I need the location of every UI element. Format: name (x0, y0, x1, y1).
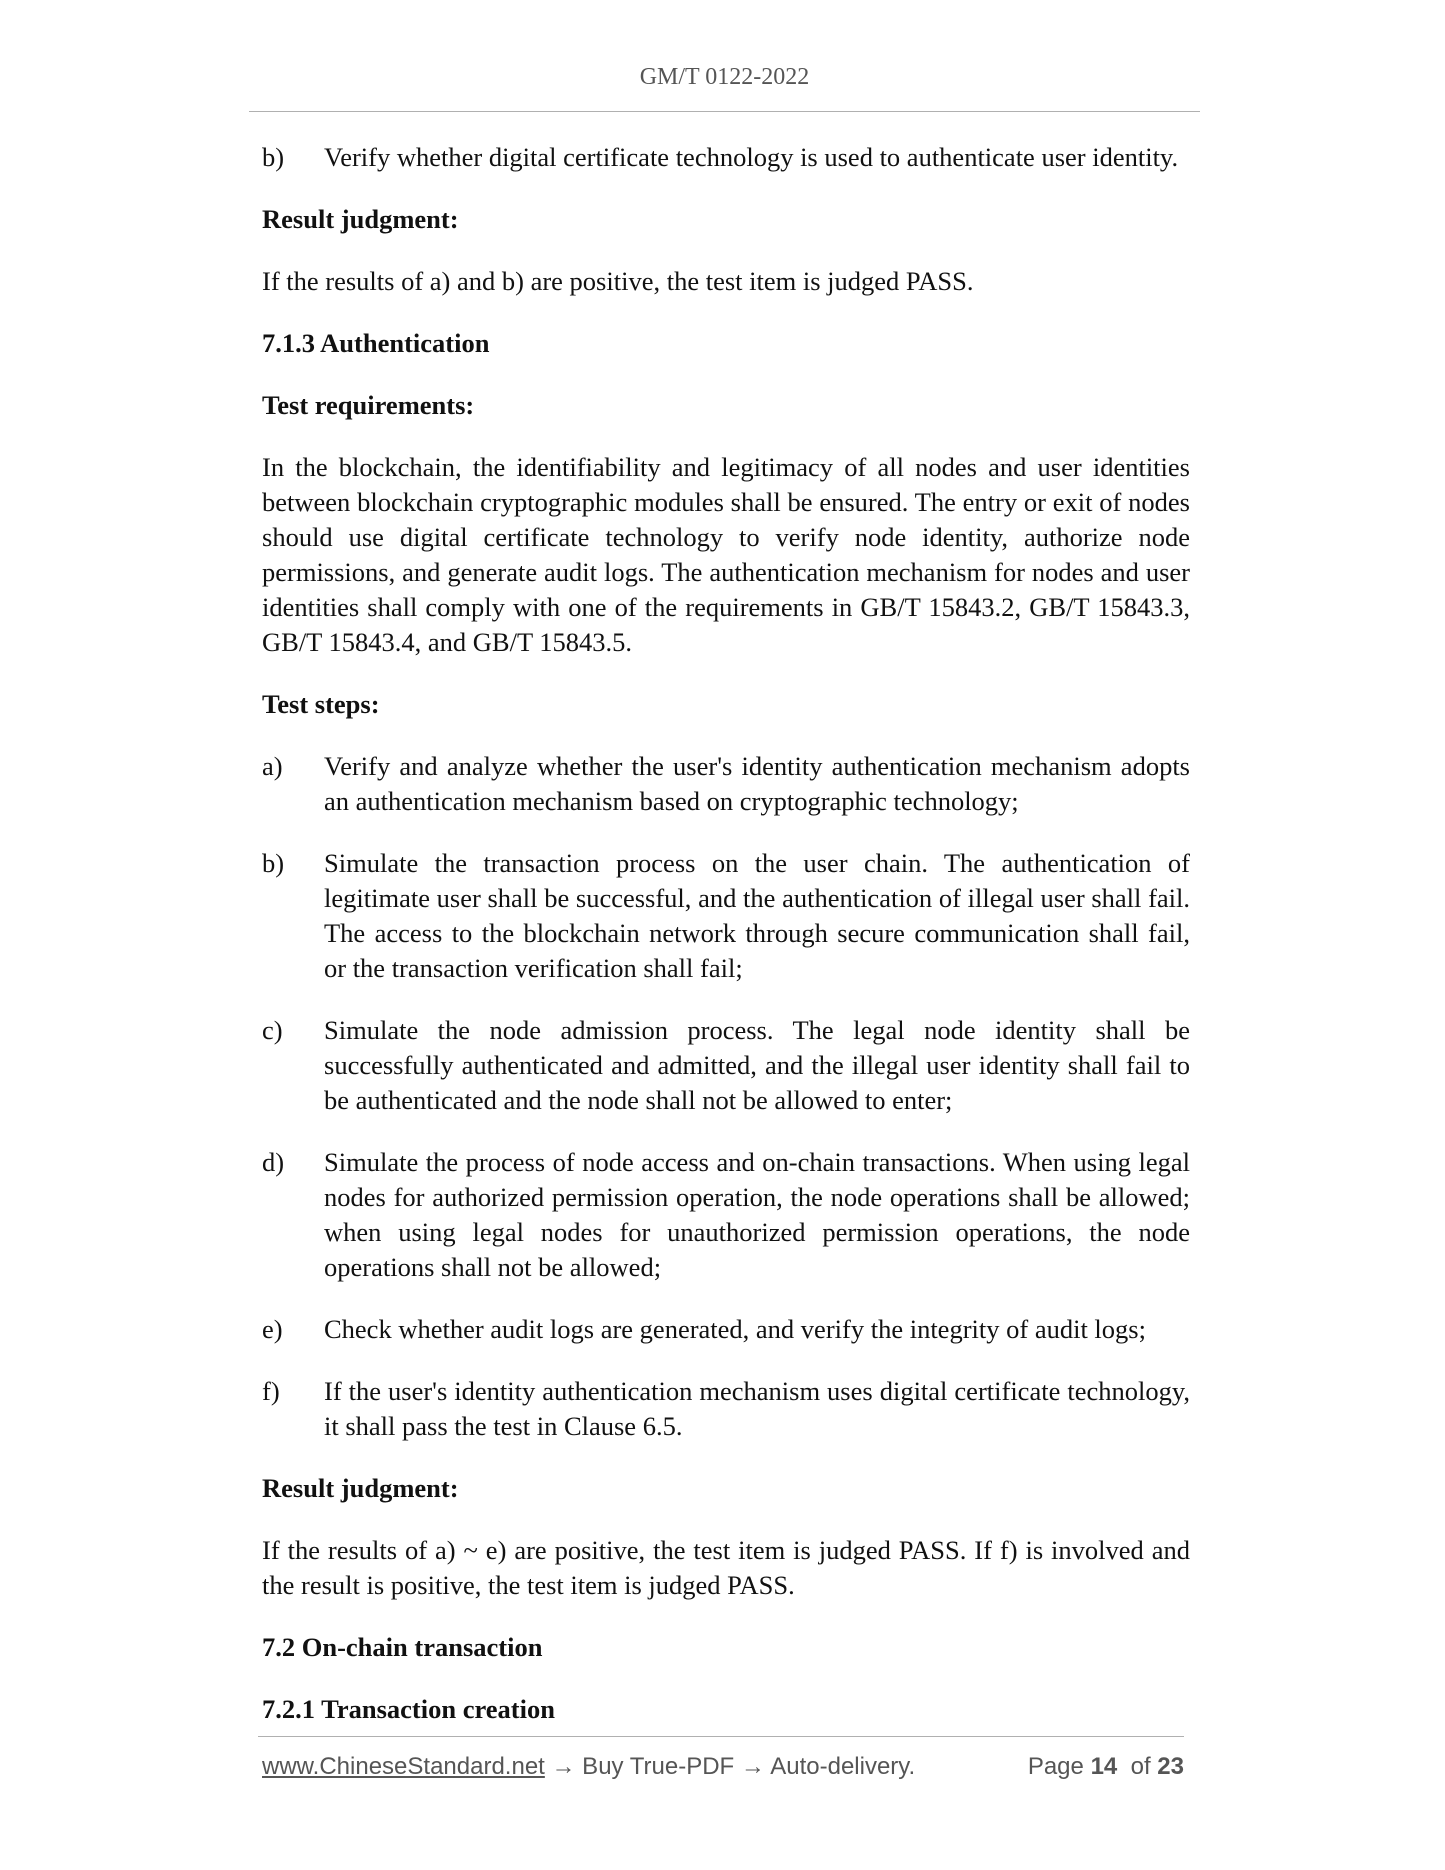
list-item (262, 749, 1190, 819)
list-marker: d) (262, 1147, 285, 1177)
website-link[interactable]: www.ChineseStandard.net (262, 1753, 545, 1780)
list-text: Simulate the transaction process on the user chain. The authentication of legitimate user shall be successful, and the authentication of illegal user shall fail. The access to the blockchain network through secure communication shall fail, or the transaction verification shall fail; (324, 848, 1190, 983)
list-item (262, 1145, 1190, 1285)
list-marker: f) (262, 1376, 280, 1406)
list-text: Check whether audit logs are generated, and verify the integrity of audit logs; (324, 1314, 1146, 1344)
test-requirements-text: In the blockchain, the identifiability and legitimacy of all nodes and user identities between blockchain cryptographic modules shall be ensured. The entry or exit of nodes should use digital certificate technology to verify node identity, authorize node permissions, and generate audit logs. The authentication mechanism for nodes and user identities shall comply with one of the requirements in GB/T 15843.2, GB/T 15843.3, GB/T 15843.4, and GB/T 15843.5. (262, 452, 1190, 657)
list-text: Verify whether digital certificate technology is used to authenticate user identity. (324, 142, 1179, 172)
page-current: 14 (1090, 1753, 1118, 1780)
document-body (262, 140, 1190, 1754)
list-text: Simulate the node admission process. The legal node identity shall be successfully authenticated and admitted, and the illegal user identity shall fail to be authenticated and the node shall not be allowed to enter; (324, 1015, 1190, 1115)
footer-promo (262, 1753, 915, 1781)
list-text: Verify and analyze whether the user's identity authentication mechanism adopts an authentication mechanism based on cryptographic technology; (324, 751, 1190, 816)
page-total: 23 (1157, 1753, 1184, 1780)
result-judgment-text: If the results of a) and b) are positive, the test item is judged PASS. (262, 266, 974, 296)
result-judgment-text: If the results of a) ~ e) are positive, the test item is judged PASS. If f) is involved and the result is positive, the test item is judged PASS. (262, 1535, 1190, 1600)
list-marker: c) (262, 1015, 283, 1045)
list-item (262, 1374, 1190, 1444)
section-heading-7-2-1: 7.2.1 Transaction creation (262, 1694, 555, 1724)
page-footer (262, 1753, 1184, 1781)
page-number (1028, 1753, 1184, 1781)
list-item (262, 1312, 1190, 1347)
list-item (262, 846, 1190, 986)
footer-divider (258, 1736, 1184, 1737)
list-item (262, 140, 1190, 175)
result-judgment-heading: Result judgment: (262, 1473, 459, 1503)
page-of: of (1130, 1753, 1151, 1780)
page-header: GM/T 0122-2022 (639, 64, 810, 90)
list-marker: a) (262, 751, 283, 781)
test-steps-heading: Test steps: (262, 689, 380, 719)
list-marker: e) (262, 1314, 283, 1344)
header-divider (249, 111, 1200, 112)
list-text: If the user's identity authentication mechanism uses digital certificate technology, it shall pass the test in Clause 6.5. (324, 1376, 1190, 1441)
list-marker: b) (262, 848, 285, 878)
result-judgment-heading: Result judgment: (262, 204, 459, 234)
test-requirements-heading: Test requirements: (262, 390, 475, 420)
list-item (262, 1013, 1190, 1118)
list-text: Simulate the process of node access and on-chain transactions. When using legal nodes for authorized permission operation, the node operations shall be allowed; when using legal nodes for unauthorized permission operations, the node operations shall not be allowed; (324, 1147, 1190, 1282)
promo-text: → Buy True-PDF → Auto-delivery. (544, 1753, 916, 1780)
page-label: Page (1027, 1753, 1084, 1780)
section-heading-7-2: 7.2 On-chain transaction (262, 1632, 543, 1662)
section-heading-7-1-3: 7.1.3 Authentication (262, 328, 490, 358)
list-marker: b) (262, 142, 285, 172)
